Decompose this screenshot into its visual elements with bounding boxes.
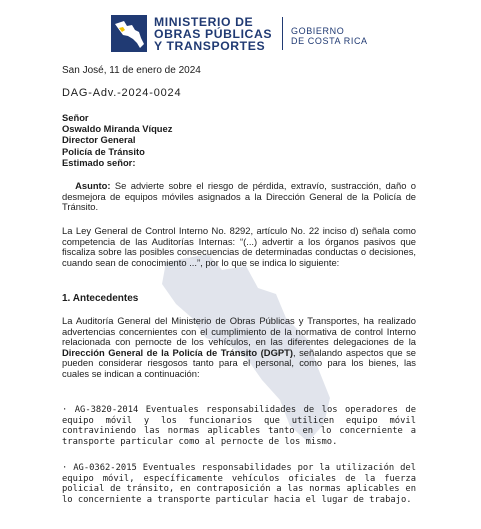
greeting: Estimado señor: — [62, 156, 136, 168]
gov-line: DE COSTA RICA — [291, 36, 368, 46]
section-heading: 1. Antecedentes — [62, 293, 139, 304]
list-item: · AG-3820-2014 Eventuales responsabilidades de los operadores de equipo móvil y los funcionarios que utilicen equipo móvil contraviniendo las normas aplicables tanto en lo concerniente a transporte particular como al pernocte de los mismo. — [62, 405, 416, 447]
costa-rica-map-logo — [111, 15, 147, 52]
government-name — [291, 26, 368, 46]
subject-paragraph — [62, 181, 416, 213]
paragraph-text: La Auditoría General del Ministerio de Obras Públicas y Transportes, ha realizado advertencias concernientes con el cumplimiento de la normativa de control Interno relacionada con pernocte de los vehículos, en las diferentes delegaciones de la — [62, 315, 416, 348]
ministry-line: OBRAS PÚBLICAS — [154, 27, 273, 41]
gov-line: GOBIERNO — [291, 26, 345, 36]
recipient-title: Director General — [62, 134, 136, 146]
letter-date: San José, 11 de enero de 2024 — [62, 65, 201, 76]
reference-number: DAG-Adv.-2024-0024 — [62, 87, 182, 99]
paragraph-legal-basis: La Ley General de Control Interno No. 8292, artículo No. 22 inciso d) señala como competencia de las Auditorías Internas: “(...) advertir a los órganos pasivos que fiscaliza sobre las posibles consecuencias de determinadas conductas o decisiones, cuando sean de conocimiento ...”, por lo que se indica lo siguiente: — [62, 225, 416, 268]
recipient-department: Policía de Tránsito — [62, 145, 145, 157]
list-item: · AG-0362-2015 Eventuales responsabilidades por la utilización del equipo móvil, específicamente vehículos oficiales de la fuerza policial de tránsito, en contraposición a las normas aplicables en lo concerniente a transporte particular hacia el lugar de trabajo. — [62, 463, 416, 505]
paragraph-text: , señalando aspectos que se pueden considerar riesgosos tanto para el personal, como para los bienes, las cuales se indican a continuación: — [62, 346, 416, 379]
ministry-line: Y TRANSPORTES — [154, 39, 266, 53]
subject-text: Se advierte sobre el riesgo de pérdida, extravío, sustracción, daño o desmejora de equipos móviles asignados a la Dirección General de la Policía de Tránsito. — [62, 180, 416, 213]
subject-label: Asunto: — [75, 180, 111, 191]
paragraph-background — [62, 316, 416, 380]
recipient-name: Oswaldo Miranda Víquez — [62, 123, 173, 135]
map-icon — [111, 15, 147, 52]
letterhead — [111, 14, 411, 54]
ministry-line: MINISTERIO DE — [154, 15, 254, 29]
header-divider — [282, 17, 283, 50]
recipient-block — [62, 112, 416, 168]
ministry-name — [154, 16, 272, 52]
paragraph-bold-text: Dirección General de la Policía de Tránsito (DGPT) — [62, 346, 293, 358]
salutation: Señor — [62, 112, 89, 123]
